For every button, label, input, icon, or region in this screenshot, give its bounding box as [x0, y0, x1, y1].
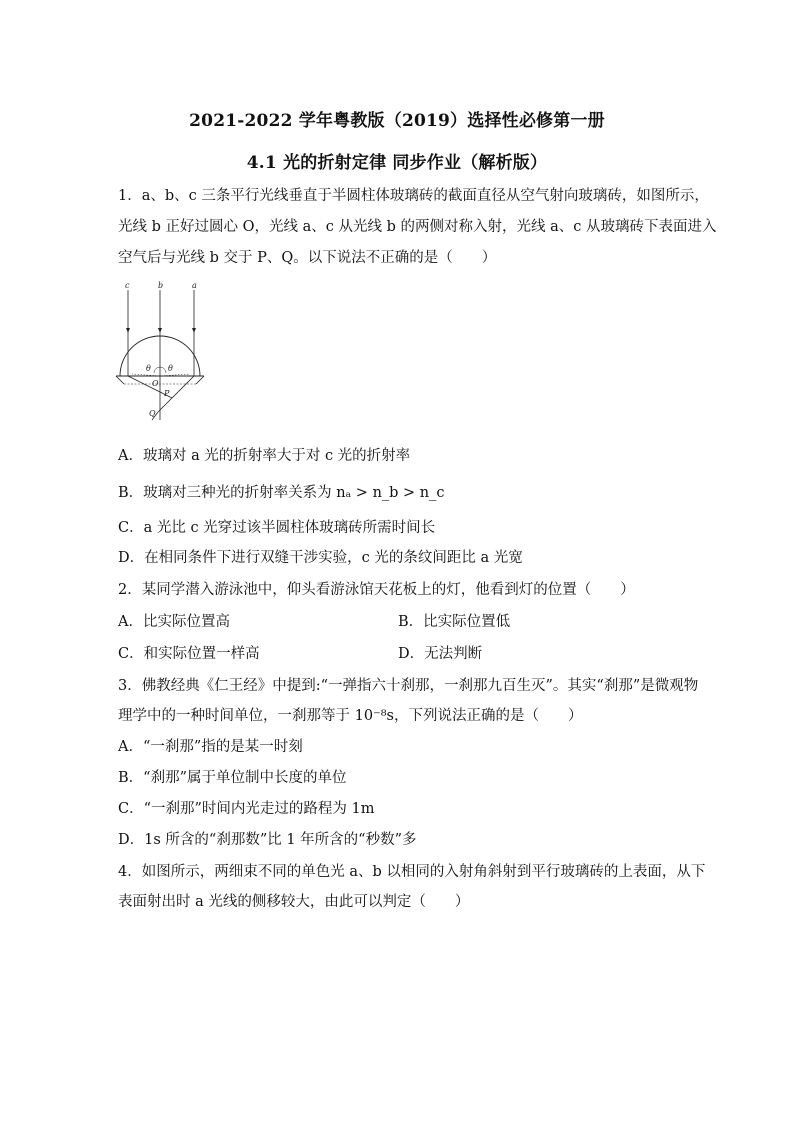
label-theta-left: θ — [146, 364, 151, 373]
q1-stem-line1: 1．a、b、c 三条平行光线垂直于半圆柱体玻璃砖的截面直径从空气射向玻璃砖，如图所示， — [118, 188, 709, 204]
q1-stem-line2: 光线 b 正好过圆心 O，光线 a、c 从光线 b 的两侧对称入射，光线 a、c 从玻璃砖下表面进入 — [118, 219, 717, 235]
q3-stem-line1: 3．佛教经典《仁王经》中提到:“一弹指六十刹那，一刹那九百生灭”。其实“刹那”是微观物 — [118, 678, 699, 694]
q4-stem-line1: 4．如图所示，两细束不同的单色光 a、b 以相同的入射角斜射到平行玻璃砖的上表面，从下 — [118, 864, 706, 880]
label-P: P — [164, 389, 170, 398]
q3-option-b: B．“刹那”属于单位制中长度的单位 — [118, 770, 347, 786]
q1-stem-line3: 空气后与光线 b 交于 P、Q。以下说法不正确的是（ ） — [118, 250, 497, 266]
q3-option-c: C．“一刹那”时间内光走过的路程为 1m — [118, 801, 375, 817]
q1-option-b: B．玻璃对三种光的折射率关系为 nₐ > n_b > n_c — [118, 485, 445, 501]
q1-option-c: C．a 光比 c 光穿过该半圆柱体玻璃砖所需时间长 — [118, 520, 436, 536]
q1-refraction-figure — [112, 280, 212, 425]
label-a: a — [192, 281, 197, 290]
q2-stem: 2．某同学潜入游泳池中，仰头看游泳馆天花板上的灯，他看到灯的位置（ ） — [118, 582, 635, 598]
label-c: c — [125, 281, 130, 290]
q2-option-b: B．比实际位置低 — [398, 614, 511, 630]
q2-option-a: A．比实际位置高 — [118, 614, 230, 630]
label-O: O — [152, 379, 159, 388]
q3-option-a: A．“一刹那”指的是某一时刻 — [118, 739, 303, 755]
q3-stem-line2: 理学中的一种时间单位，一刹那等于 10⁻⁸s，下列说法正确的是（ ） — [118, 708, 583, 724]
label-b: b — [158, 281, 164, 290]
label-Q: Q — [149, 409, 156, 418]
label-theta-right: θ — [168, 364, 173, 373]
q3-option-d: D．1s 所含的“刹那数”比 1 年所含的“秒数”多 — [118, 832, 417, 848]
q2-option-d: D．无法判断 — [398, 646, 483, 662]
q1-option-d: D．在相同条件下进行双缝干涉实验，c 光的条纹间距比 a 光宽 — [118, 550, 523, 566]
q1-option-a: A．玻璃对 a 光的折射率大于对 c 光的折射率 — [118, 448, 411, 464]
document-title-line2: 4.1 光的折射定律 同步作业（解析版） — [246, 153, 548, 173]
q2-option-c: C．和实际位置一样高 — [118, 646, 260, 662]
document-title-line1: 2021-2022 学年粤教版（2019）选择性必修第一册 — [189, 111, 605, 131]
q4-stem-line2: 表面射出时 a 光线的侧移较大，由此可以判定（ ） — [118, 894, 470, 910]
